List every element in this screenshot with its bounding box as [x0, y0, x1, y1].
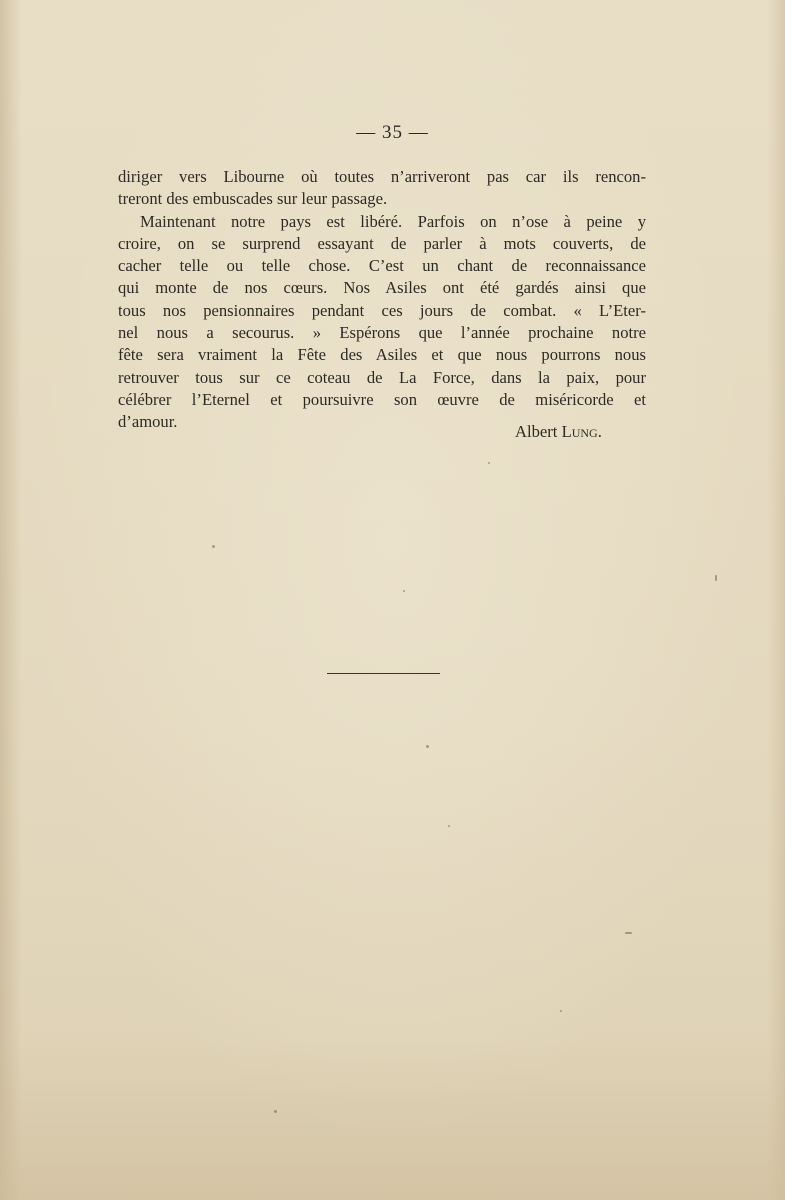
paper-speck: [212, 545, 215, 548]
text-line: Maintenant notre pays est libéré. Parfois on n’ose à peine y: [140, 211, 646, 231]
page-number: — 35 —: [356, 122, 429, 143]
text-line: treront des embuscades sur leur passage.: [118, 189, 388, 209]
paper-speck: [715, 575, 717, 581]
paper-speck: [426, 745, 429, 748]
paper-speck: [488, 462, 490, 464]
author-signature: [515, 422, 602, 442]
author-last-name: Lung.: [561, 422, 602, 441]
text-line: croire, on se surprend essayant de parler à mots couverts, de: [118, 233, 646, 253]
page-edge-left: [0, 0, 22, 1200]
paper-speck: [403, 590, 405, 592]
text-line: qui monte de nos cœurs. Nos Asiles ont été gardés ainsi que: [118, 278, 646, 298]
paper-speck: [274, 1110, 277, 1113]
paragraph-1: [118, 166, 646, 211]
text-line: nel nous a secourus. » Espérons que l’année prochaine notre: [118, 323, 646, 343]
text-line: d’amour.: [118, 412, 178, 432]
paper-speck: [625, 932, 632, 934]
paper-speck: [560, 1010, 562, 1012]
section-divider: [327, 673, 440, 674]
paper-speck: [448, 825, 450, 827]
text-line: célébrer l’Eternel et poursuivre son œuvre de miséricorde et: [118, 389, 646, 409]
author-first-name: Albert: [515, 422, 558, 441]
body-text: [118, 166, 646, 434]
text-line: cacher telle ou telle chose. C’est un chant de reconnaissance: [118, 256, 646, 276]
paragraph-2: [118, 211, 646, 434]
text-line: tous nos pensionnaires pendant ces jours de combat. « L’Eter-: [118, 300, 646, 320]
text-line: diriger vers Libourne où toutes n’arriveront pas car ils rencon-: [118, 167, 646, 186]
text-line: fête sera vraiment la Fête des Asiles et que nous pourrons nous: [118, 345, 646, 365]
page-edge-bottom: [0, 1040, 785, 1200]
text-line: retrouver tous sur ce coteau de La Force, dans la paix, pour: [118, 367, 646, 387]
page-edge-right: [767, 0, 785, 1200]
